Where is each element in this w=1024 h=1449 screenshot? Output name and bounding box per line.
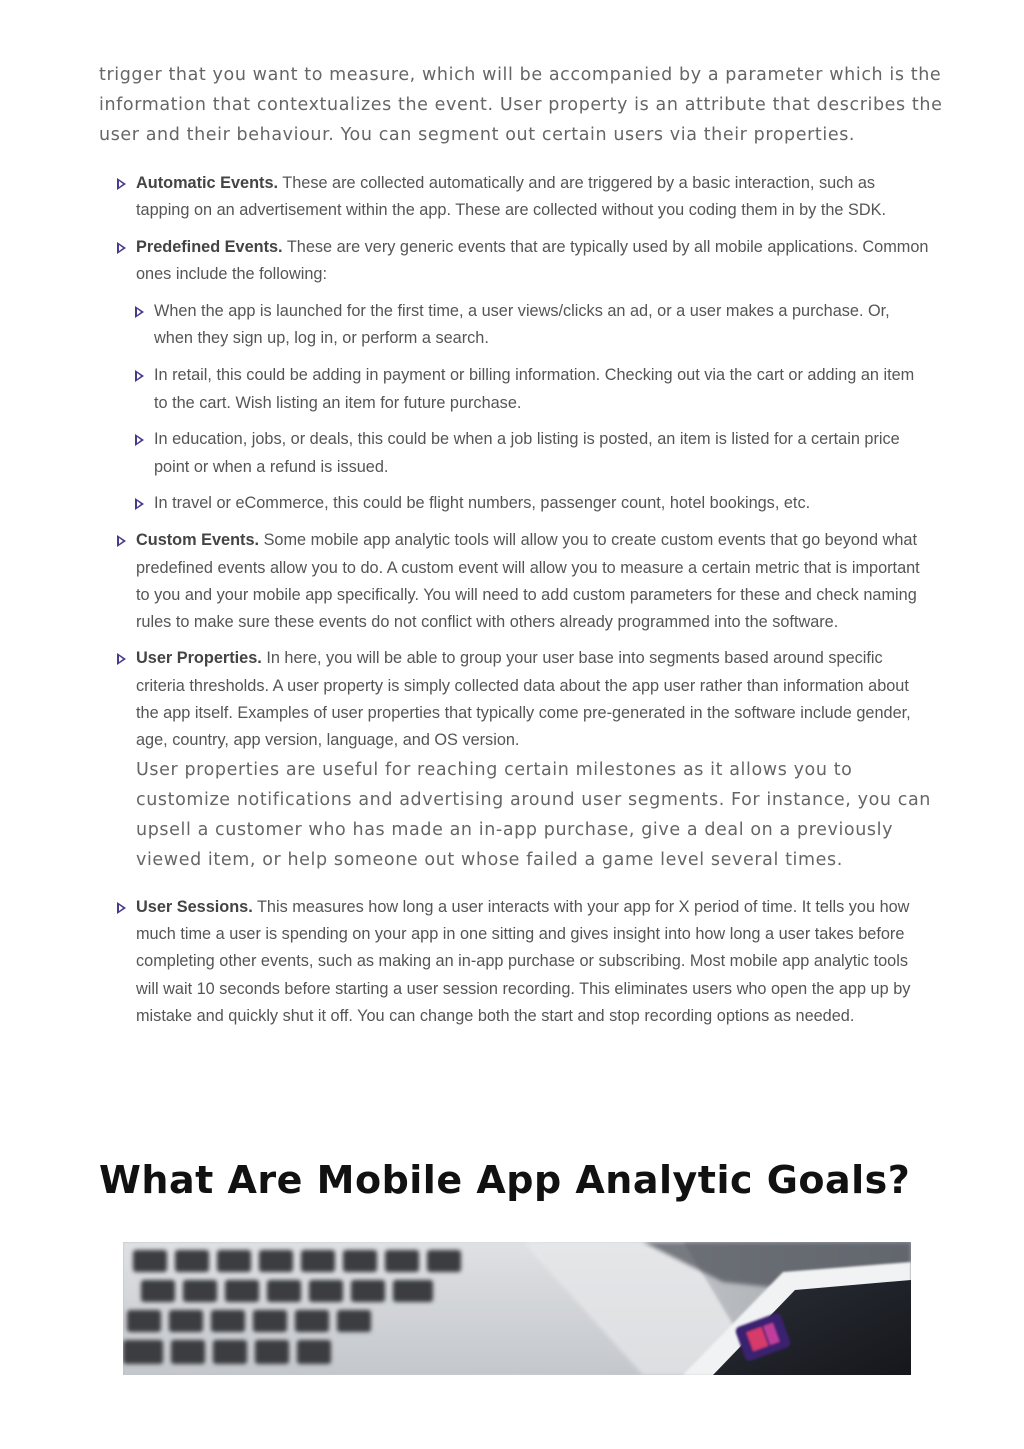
sublist-item	[136, 426, 931, 481]
triangle-bullet-icon	[117, 653, 126, 665]
list-item-user-properties	[116, 645, 931, 884]
sublist-item	[136, 298, 931, 353]
laptop-tablet-illustration	[123, 1242, 911, 1375]
section-heading: What Are Mobile App Analytic Goals?	[99, 1158, 911, 1202]
triangle-bullet-icon	[135, 434, 144, 446]
item-text: These are very generic events that are typically used by all mobile applications. Common ones include the following:	[136, 237, 929, 283]
list-item-predefined-events	[116, 234, 931, 518]
item-term: Custom Events.	[136, 531, 260, 550]
list-item-user-sessions	[116, 894, 931, 1030]
triangle-bullet-icon	[117, 902, 126, 914]
sublist-item-text: When the app is launched for the first time, a user views/clicks an ad, or a user makes a purchase. Or, when they sign up, log in, or perform a search.	[154, 302, 890, 348]
item-term: Automatic Events.	[136, 174, 279, 192]
sublist-item	[136, 362, 931, 417]
triangle-bullet-icon	[135, 306, 144, 318]
list-item-automatic-events	[116, 170, 931, 225]
triangle-bullet-icon	[135, 498, 144, 510]
item-text: Some mobile app analytic tools will allow you to create custom events that go beyond what predefined events allow you to do. A custom event will allow you to measure a certain metric that is important to you and your mobile app specifically. You will need to add custom parameters for these and check naming rules to make sure these events do not conflict with others already programmed into the software.	[136, 531, 920, 632]
intro-paragraph: trigger that you want to measure, which will be accompanied by a parameter which is the information that contextualizes the event. User property is an attribute that describes the user and their behaviour. You can segment out certain users via their properties.	[99, 65, 943, 145]
sublist-item-text: In education, jobs, or deals, this could be when a job listing is posted, an item is listed for a certain price point or when a refund is issued.	[154, 430, 900, 476]
item-text: These are collected automatically and are triggered by a basic interaction, such as tapping on an advertisement within the app. These are collected without you coding them in by the SDK.	[136, 174, 886, 220]
triangle-bullet-icon	[135, 370, 144, 382]
triangle-bullet-icon	[117, 178, 126, 190]
list-item-custom-events	[116, 527, 931, 636]
user-properties-extra-paragraph: User properties are useful for reaching certain milestones as it allows you to customize notifications and advertising around user segments. For instance, you can upsell a customer who has made an in-app purchase, give a deal on a previously viewed item, or help someone out whose failed a game level several times.	[136, 759, 931, 870]
predefined-events-sublist	[136, 298, 931, 518]
triangle-bullet-icon	[117, 242, 126, 254]
sublist-item-text: In travel or eCommerce, this could be flight numbers, passenger count, hotel bookings, etc.	[154, 494, 811, 513]
item-text: This measures how long a user interacts with your app for X period of time. It tells you how much time a user is spending on your app in one sitting and gives insight into how long a user takes before completing other events, such as making an in-app purchase or subscribing. Most mobile app analytic tools will wait 10 seconds before starting a user session recording. This eliminates users who open the app up by mistake and quickly shut it off. You can change both the start and stop recording options as needed.	[136, 897, 911, 1025]
sublist-item-text: In retail, this could be adding in payment or billing information. Checking out via the cart or adding an item to the cart. Wish listing an item for future purchase.	[154, 366, 915, 412]
triangle-bullet-icon	[117, 535, 126, 547]
item-text: In here, you will be able to group your user base into segments based around specific criteria thresholds. A user property is simply collected data about the app user rather than information about the app itself. Examples of user properties that typically come pre-generated in the software include gender, age, country, app version, language, and OS version.	[136, 649, 911, 750]
event-types-list	[116, 170, 931, 1039]
item-term: User Properties.	[136, 649, 262, 668]
sublist-item	[136, 490, 931, 517]
item-term: Predefined Events.	[136, 237, 283, 256]
item-term: User Sessions.	[136, 897, 253, 916]
laptop-tablet-photo	[123, 1242, 911, 1375]
